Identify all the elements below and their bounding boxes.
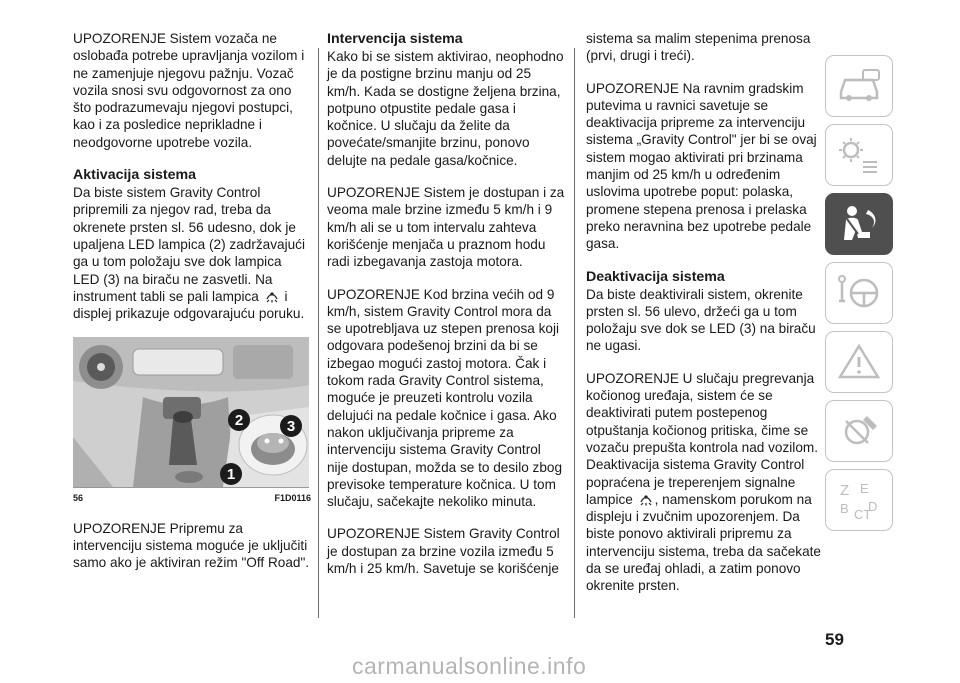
tab-safety[interactable] <box>825 193 893 255</box>
svg-text:D: D <box>868 499 878 514</box>
tab-index[interactable] <box>825 469 893 531</box>
svg-text:B: B <box>840 501 849 516</box>
callout-2: 2 <box>228 409 250 431</box>
steering-key-icon <box>836 273 882 313</box>
svg-text:CT: CT <box>854 507 872 521</box>
warning-speed-range-paragraph: UPOZORENJE Sistem Gravity Control je dostupan za brzine vozila između 5 km/h i 25 km/h. Savetuje se korišćenje <box>327 526 560 577</box>
warning-off-road-paragraph: UPOZORENJE Pripremu za intervenciju sistema moguće je uključiti samo ako je aktiviran režim "Off Road". <box>73 520 310 571</box>
tab-driving[interactable] <box>825 262 893 324</box>
warning-paragraph: UPOZORENJE Sistem vozača ne oslobađa potrebe upravljanja vozilom i ne zamenjuje njegovu pažnju. Vozač vozila snosi svu odgovornost za ono što podrazumevaju njegovi postupci, kao i za posledice neprikladne i neodgovorne upotrebe vozila. <box>73 31 305 150</box>
gravity-control-lamp-icon <box>265 290 279 303</box>
watermark-text: carmanualsonline.info <box>352 653 587 679</box>
heading-deactivation: Deaktivacija sistema <box>586 268 725 285</box>
page-number: 59 <box>825 630 844 649</box>
service-tools-icon <box>837 412 881 450</box>
activation-text-2: i displej prikazuje odgovarajuću poruku. <box>73 288 305 322</box>
warning-high-speed-paragraph: UPOZORENJE Kod brzina većih od 9 km/h, sistem Gravity Control mora da se upotrebljava uz stepen prenosa koji odgovara podešenoj brzini da bi se izbegao mogući zastoj motora. Čak i tokom rada Gravity Control sistema, moguće je preuzeti kontrolu vozila delujući na pedale kočnice i gasa. Ako nakon uključivanja pripreme za intervenciju sistema Gravity Control nije dostupan, možda se to desilo zbog previsoke temperature kočnica. U tom slučaju, sačekajte nekoliko minuta. <box>327 286 563 510</box>
callout-3: 3 <box>280 415 302 437</box>
gears-paragraph: sistema sa malim stepenima prenosa (prvi, drugi i treći). <box>586 31 811 64</box>
figure-56-console-photo <box>73 337 309 488</box>
column-left <box>73 30 311 587</box>
column-middle <box>327 30 565 592</box>
activation-text-1: Da biste sistem Gravity Control pripremili za njegov rad, treba da okrenete prsten sl. 56 udesno, dok je upaljena LED lampica (2) zadržavajući ga u tom položaju sve dok lampica LED (3) na biraču ne zasvetli. Na instrument tabli se pali lampica <box>73 185 305 304</box>
safety-seatbelt-icon <box>836 204 882 244</box>
column-divider-1 <box>318 48 319 618</box>
warning-city-roads-paragraph: UPOZORENJE Na ravnim gradskim putevima u ravnici savetuje se deaktivacija pripreme za intervenciju sistema „Gravity Control" jer bi se ovaj sistem mogao aktivirati pri brzinama manjim od 25 km/h u određenim uslovima upotrebe poput: polaska, promene stepena prenosa i prelaska preko neravnina bez upotrebe pedale gasa. <box>586 80 817 252</box>
tab-car-dashboard[interactable] <box>825 55 893 117</box>
heading-intervention: Intervencija sistema <box>327 31 463 47</box>
overheating-text-2: , namenskom porukom na displeju i zvučnim upozorenjem. Da biste ponovo aktivirali pripremu za intervenciju sistema, treba da sačekate da se uređaj ohladi, a zatim ponovo okrenite prsten. <box>586 491 821 594</box>
svg-text:E: E <box>860 481 869 496</box>
intervention-paragraph: Kako bi se sistem aktivirao, neophodno je da postigne brzinu manju od 25 km/h. Kada se dostigne željena brzina, potpuno otpustite pedale gasa i kočnice. U slučaju da želite da povećate/smanjite brzinu, ponovo delujte na pedale gasa/kočnice. <box>327 49 564 168</box>
chapter-tabs <box>825 55 895 538</box>
column-right <box>586 30 824 610</box>
tab-lights[interactable] <box>825 124 893 186</box>
tab-emergency[interactable] <box>825 331 893 393</box>
tab-maintenance[interactable] <box>825 400 893 462</box>
deactivation-paragraph: Da biste deaktivirali sistem, okrenite prsten sl. 56 ulevo, držeći ga u tom položaju sve dok se LED (3) na biraču ne ugasi. <box>586 286 816 354</box>
svg-text:Z: Z <box>840 482 850 499</box>
callout-1: 1 <box>220 463 242 485</box>
column-divider-2 <box>574 48 575 618</box>
figure-number: 56 <box>73 493 84 504</box>
warning-overheating-paragraph <box>586 370 824 595</box>
gravity-control-lamp-icon <box>639 493 653 506</box>
warning-low-speed-paragraph: UPOZORENJE Sistem je dostupan i za veoma male brzine između 5 km/h i 9 km/h ali se u tom intervalu zahteva korišćenje menjača u praznom hodu radi izbegavanja zastoja motora. <box>327 185 565 270</box>
car-dashboard-icon <box>837 68 881 104</box>
figure-caption <box>73 490 311 507</box>
heading-activation: Aktivacija sistema <box>73 167 197 184</box>
figure-code: F1D0116 <box>274 493 311 504</box>
overheating-text-1: UPOZORENJE U slučaju pregrevanja kočionog uređaja, sistem će se deaktivirati putem postepenog otpuštanja kočionog pritiska, čime se vozaču prepušta kontrola nad vozilom. Deaktivacija sistema Gravity Control popraćena je treperenjem signalne lampice <box>586 370 818 507</box>
console-illustration <box>73 337 309 487</box>
activation-paragraph <box>73 184 311 322</box>
warning-triangle-icon <box>837 343 881 381</box>
lights-icon <box>837 136 881 174</box>
index-letters-icon <box>836 479 882 521</box>
